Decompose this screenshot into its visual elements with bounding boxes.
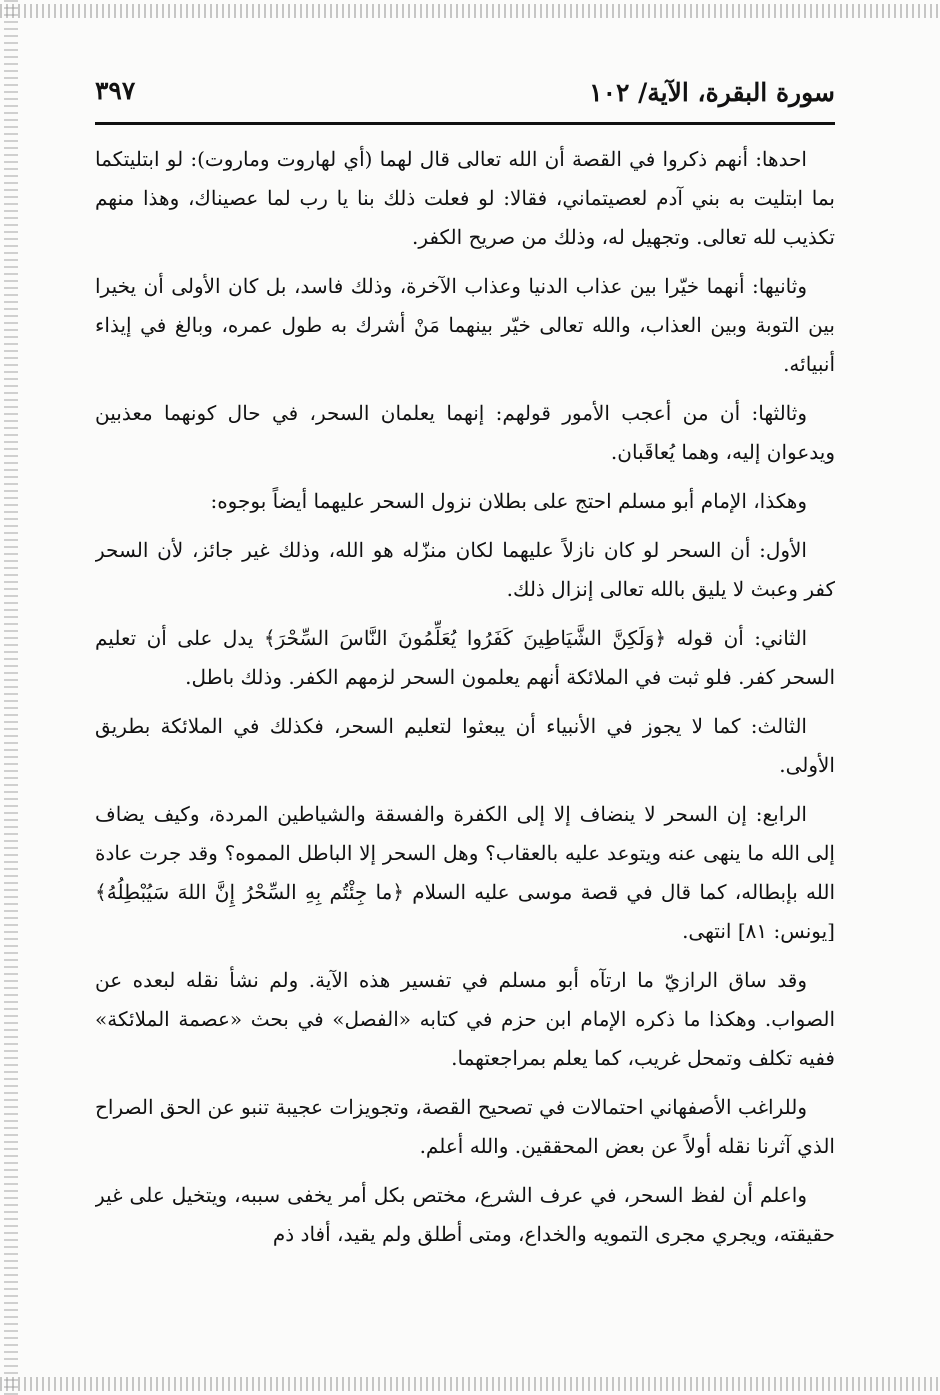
surah-title: سورة البقرة، الآية/ ١٠٢: [589, 78, 835, 107]
paragraph-5: الأول: أن السحر لو كان نازلاً عليهما لكان منزّله هو الله، وذلك غير جائز، لأن السحر كفر وعبث لا يليق بالله تعالى إنزال ذلك.: [95, 538, 835, 601]
ornamental-border-left: [4, 0, 18, 1395]
header-rule: [95, 122, 835, 125]
ornamental-border-bottom: [0, 1377, 940, 1391]
paragraph-3: وثالثها: أن من أعجب الأمور قولهم: إنهما يعلمان السحر، في حال كونهما معذبين ويدعوان إليه، وهما يُعاقَبان.: [95, 401, 835, 464]
running-header: [95, 72, 835, 118]
paragraph-11: واعلم أن لفظ السحر، في عرف الشرع، مختص بكل أمر يخفى سببه، ويتخيل على غير حقيقته، ويجري مجرى التمويه والخداع، ومتى أطلق ولم يقيد، أفاد ذم: [95, 1183, 835, 1246]
paragraph-4: وهكذا، الإمام أبو مسلم احتج على بطلان نزول السحر عليهما أيضاً بوجوه:: [210, 489, 807, 513]
page-body: [95, 140, 835, 1365]
paragraph-6: الثاني: أن قوله ﴿وَلَكِنَّ الشَّيَاطِينَ كَفَرُوا يُعَلِّمُونَ النَّاسَ السِّحْرَ﴾ يدل على أن تعليم السحر كفر. فلو ثبت في الملائكة أنهم يعلمون السحر لزمهم الكفر. وذلك باطل.: [95, 626, 835, 689]
paragraph-7: الثالث: كما لا يجوز في الأنبياء أن يبعثوا لتعليم السحر، فكذلك في الملائكة بطريق الأولى.: [95, 714, 835, 777]
paragraph-10: وللراغب الأصفهاني احتمالات في تصحيح القصة، وتجويزات عجيبة تنبو عن الحق الصراح الذي آثرنا نقله أولاً عن بعض المحققين. والله أعلم.: [95, 1095, 835, 1158]
paragraph-9: وقد ساق الرازيّ ما ارتآه أبو مسلم في تفسير هذه الآية. ولم نشأ نقله لبعده عن الصواب. وهكذا ما ذكره الإمام ابن حزم في كتابه «الفصل» في بحث «عصمة الملائكة» ففيه تكلف وتمحل غريب، كما يعلم بمراجعتهما.: [95, 968, 835, 1070]
ornamental-border-top: [0, 4, 940, 18]
paragraph-1: احدها: أنهم ذكروا في القصة أن الله تعالى قال لهما (أي لهاروت وماروت): لو ابتليتكما بما ابتليت به بني آدم لعصيتماني، فقالا: لو فعلت ذلك بنا يا رب لما عصيناك، وهذا منهم تكذيب لله تعالى. وتجهيل له، وذلك من صريح الكفر.: [95, 147, 835, 249]
paragraph-2: وثانيها: أنهما خيّرا بين عذاب الدنيا وعذاب الآخرة، وذلك فاسد، بل كان الأولى أن يخيرا بين التوبة وبين العذاب، والله تعالى خيّر بينهما مَنْ أشرك به طول عمره، وبالغ في إيذاء أنبيائه.: [95, 274, 835, 376]
paragraph-8: الرابع: إن السحر لا ينضاف إلا إلى الكفرة والفسقة والشياطين المردة، وكيف يضاف إلى الله ما ينهى عنه ويتوعد عليه بالعقاب؟ وهل السحر إلا الباطل المموه؟ وقد جرت عادة الله بإبطاله، كما قال في قصة موسى عليه السلام ﴿ما جِئْتُم بِهِ السِّحْرُ إِنَّ اللهَ سَيُبْطِلُهُ﴾ [يونس: ٨١] انتهى.: [95, 802, 835, 943]
page-number: ٣٩٧: [95, 76, 136, 105]
